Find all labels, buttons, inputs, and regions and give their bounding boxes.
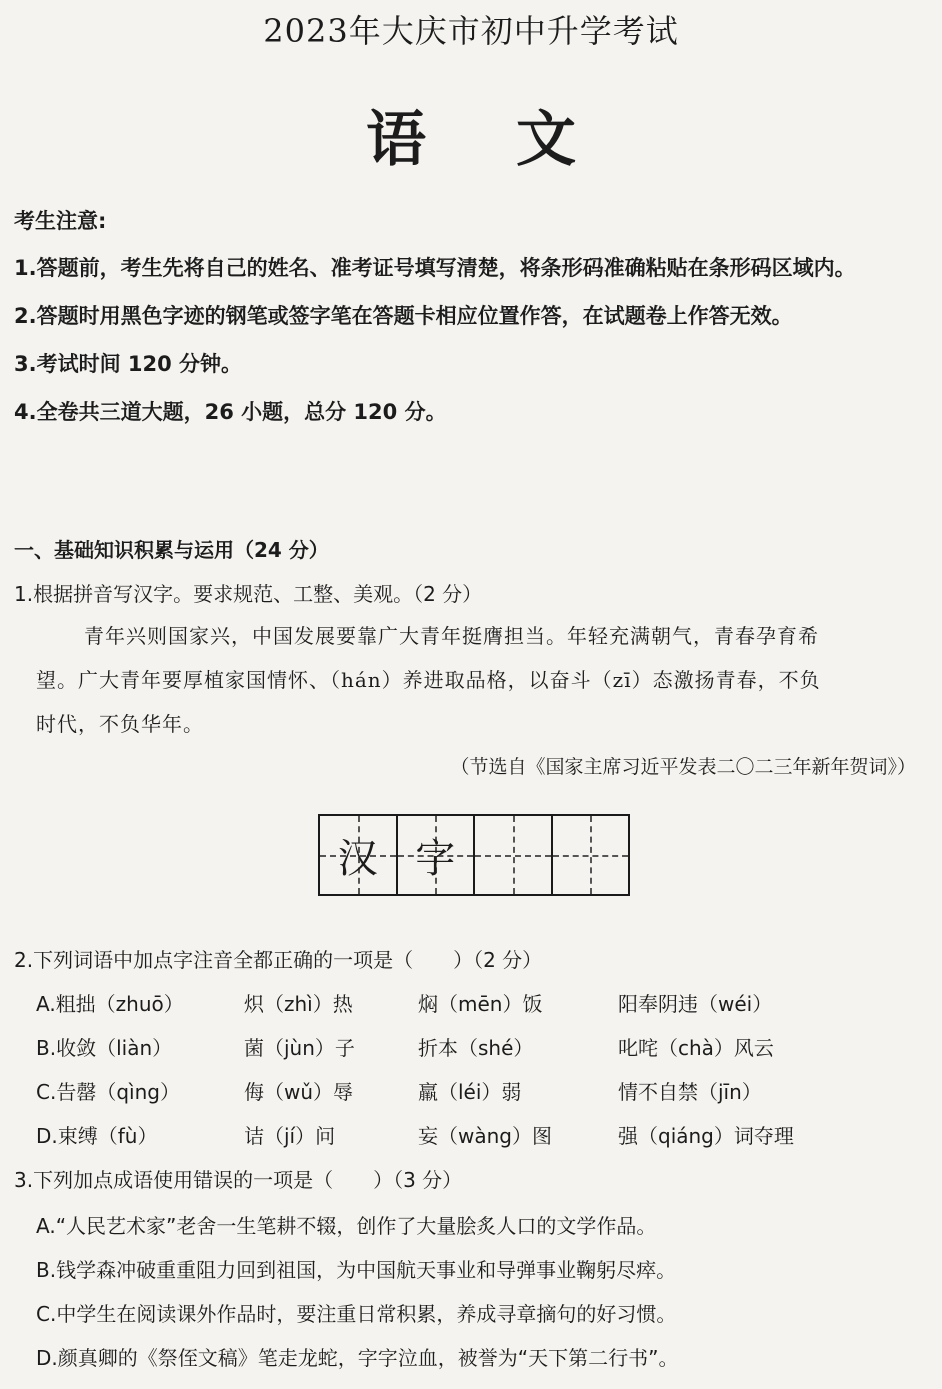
q2-option-d-4: 强（qiáng）词夺理 <box>618 1124 794 1148</box>
question-3-stem: 3.下列加点成语使用错误的一项是（ ）（3 分） <box>14 1168 463 1192</box>
notice-item-1: 1.答题前，考生先将自己的姓名、准考证号填写清楚，将条形码准确粘贴在条形码区域内。 <box>14 256 856 280</box>
writing-grid <box>318 814 630 896</box>
q3-option-b: B.钱学森冲破重重阻力回到祖国，为中国航天事业和导弹事业鞠躬尽瘁。 <box>36 1258 677 1282</box>
q2-option-b-4: 叱咤（chà）风云 <box>618 1036 774 1060</box>
q3-option-c: C.中学生在阅读课外作品时，要注重日常积累，养成寻章摘句的好习惯。 <box>36 1302 677 1326</box>
q2-option-a-3: 焖（mēn）饭 <box>418 992 543 1016</box>
passage-source: （节选自《国家主席习近平发表二〇二三年新年贺词》） <box>450 756 916 778</box>
grid-cell-blank[interactable] <box>553 816 629 894</box>
q2-option-b-1: B.收敛（liàn） <box>36 1036 173 1060</box>
subject-title: 语文 <box>366 105 666 175</box>
notice-item-3: 3.考试时间 120 分钟。 <box>14 352 243 376</box>
passage-line-3: 时代，不负华年。 <box>36 712 204 736</box>
section-heading: 一、基础知识积累与运用（24 分） <box>14 538 329 562</box>
q2-option-a-4: 阳奉阴违（wéi） <box>618 992 773 1016</box>
q3-option-a: A.“人民艺术家”老舍一生笔耕不辍，创作了大量脍炙人口的文学作品。 <box>36 1214 657 1238</box>
q2-option-d-1: D.束缚（fù） <box>36 1124 158 1148</box>
q2-option-b-3: 折本（shé） <box>418 1036 534 1060</box>
passage-line-1: 青年兴则国家兴，中国发展要靠广大青年挺膺担当。年轻充满朝气，青春孕育希 <box>84 624 819 648</box>
q2-option-c-2: 侮（wǔ）辱 <box>244 1080 354 1104</box>
exam-title: 2023年大庆市初中升学考试 <box>263 12 679 50</box>
q2-option-a-1: A.粗拙（zhuō） <box>36 992 184 1016</box>
q3-option-d: D.颜真卿的《祭侄文稿》笔走龙蛇，字字泣血，被誉为“天下第二行书”。 <box>36 1346 679 1370</box>
q2-option-c-4: 情不自禁（jīn） <box>618 1080 762 1104</box>
grid-cell-blank[interactable] <box>475 816 553 894</box>
q2-option-c-3: 羸（léi）弱 <box>418 1080 522 1104</box>
q2-option-b-2: 菌（jùn）子 <box>244 1036 355 1060</box>
q2-option-d-3: 妄（wàng）图 <box>418 1124 552 1148</box>
question-2-stem: 2.下列词语中加点字注音全都正确的一项是（ ）（2 分） <box>14 948 543 972</box>
q2-option-a-2: 炽（zhì）热 <box>244 992 353 1016</box>
question-1-stem: 1.根据拼音写汉字。要求规范、工整、美观。（2 分） <box>14 582 483 606</box>
notice-heading: 考生注意: <box>14 209 107 233</box>
q2-option-d-2: 诘（jí）问 <box>244 1124 336 1148</box>
grid-cell: 汉 <box>320 816 398 894</box>
notice-item-2: 2.答题时用黑色字迹的钢笔或签字笔在答题卡相应位置作答，在试题卷上作答无效。 <box>14 304 793 328</box>
passage-line-2: 望。广大青年要厚植家国情怀、（hán）养进取品格，以奋斗（zī）态激扬青春，不负 <box>36 668 821 692</box>
q2-option-c-1: C.告罄（qìng） <box>36 1080 180 1104</box>
grid-cell: 字 <box>398 816 476 894</box>
notice-item-4: 4.全卷共三道大题，26 小题，总分 120 分。 <box>14 400 447 424</box>
